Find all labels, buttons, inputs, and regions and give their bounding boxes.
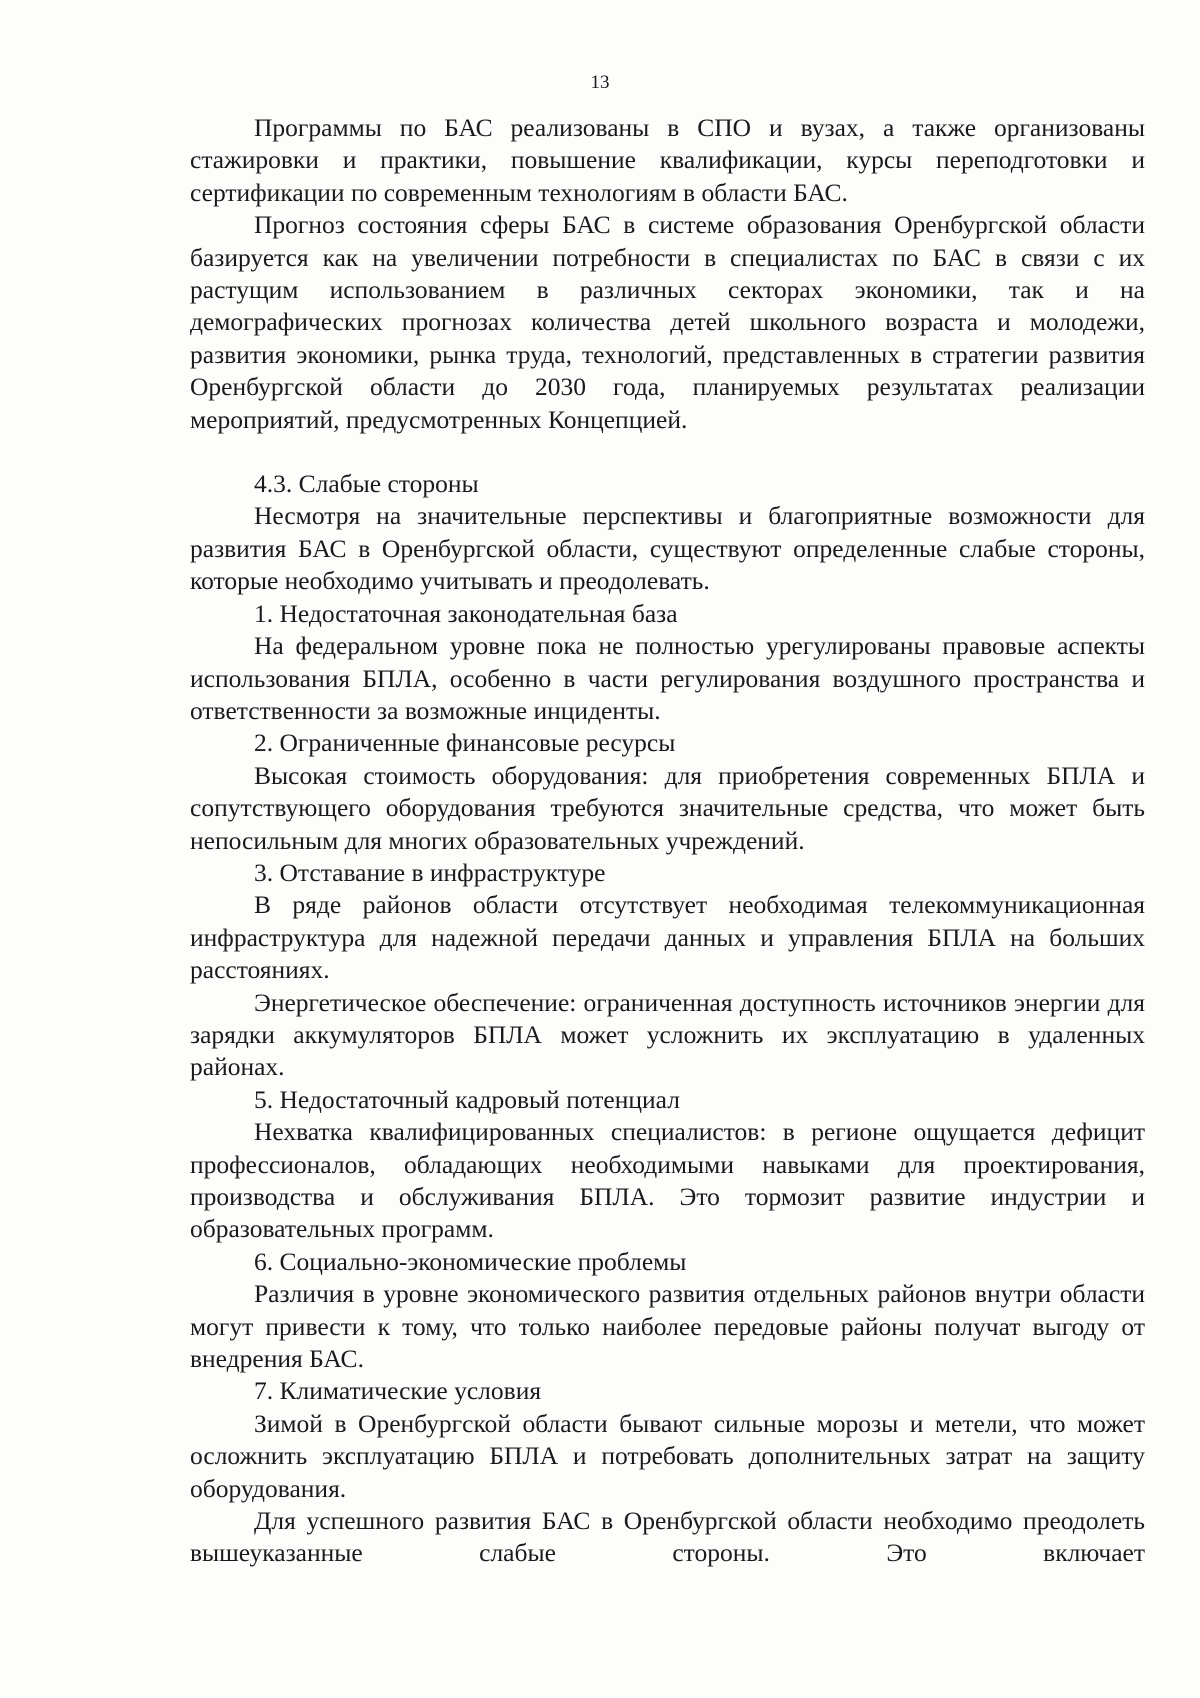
paragraph-socioeconomic: Различия в уровне экономического развития отдельных районов внутри области могут привести к тому, что только наиболее передовые районы получат выгоду от внедрения БАС. [190,1279,1145,1374]
paragraph-personnel: Нехватка квалифицированных специалистов: в регионе ощущается дефицит профессионалов, обладающих необходимыми навыками для проектирования, производства и обслуживания БПЛА. Это тормозит развитие индустрии и образовательных программ. [190,1117,1145,1244]
item-heading-finance: 2. Ограниченные финансовые ресурсы [254,728,676,758]
paragraph-climate: Зимой в Оренбургской области бывают сильные морозы и метели, что может осложнить эксплуатацию БПЛА и потребовать дополнительных затрат на защиту оборудования. [190,1408,1145,1503]
paragraph-legislation: На федеральном уровне пока не полностью урегулированы правовые аспекты использования БПЛА, особенно в части регулирования воздушного пространства и ответственности за возможные инциденты. [190,631,1145,725]
paragraph-weaknesses-intro: Несмотря на значительные перспективы и благоприятные возможности для развития БАС в Оренбургской области, существуют определенные слабые стороны, которые необходимо учитывать и преодолевать. [190,501,1145,596]
paragraph-energy: Энергетическое обеспечение: ограниченная доступность источников энергии для зарядки аккумуляторов БПЛА может усложнить их эксплуатацию в удаленных районах. [190,987,1145,1082]
item-heading-infrastructure: 3. Отставание в инфраструктуре [254,857,606,887]
item-heading-personnel: 5. Недостаточный кадровый потенциал [254,1084,680,1114]
section-heading-weaknesses: 4.3. Слабые стороны [254,469,479,499]
paragraph-finance: Высокая стоимость оборудования: для приобретения современных БПЛА и сопутствующего оборудования требуются значительные средства, что может быть непосильным для многих образовательных учреждений. [190,760,1145,855]
page-number: 13 [590,72,610,93]
paragraph-programs: Программы по БАС реализованы в СПО и вузах, а также организованы стажировки и практики, повышение квалификации, курсы переподготовки и сертификации по современным технологиям в области БАС. [190,113,1145,207]
item-heading-climate: 7. Климатические условия [254,1376,542,1406]
paragraph-forecast: Прогноз состояния сферы БАС в системе образования Оренбургской области базируется как на увеличении потребности в специалистах по БАС в связи с их растущим использованием в различных секторах экономики, так и на демографических прогнозах количества детей школьного возраста и молодежи, развития экономики, рынка труда, технологий, представленных в стратегии развития Оренбургской области до 2030 года, планируемых результатах реализации мероприятий, предусмотренных Концепцией. [190,210,1145,434]
document-body [190,112,1145,1570]
item-heading-socioeconomic: 6. Социально-экономические проблемы [254,1246,687,1276]
paragraph-infrastructure: В ряде районов области отсутствует необходимая телекоммуникационная инфраструктура для надежной передачи данных и управления БПЛА на больших расстояниях. [190,890,1145,985]
paragraph-conclusion: Для успешного развития БАС в Оренбургской области необходимо преодолеть вышеуказанные слабые стороны. Это включает [190,1506,1145,1568]
item-heading-legislation: 1. Недостаточная законодательная база [254,598,678,628]
